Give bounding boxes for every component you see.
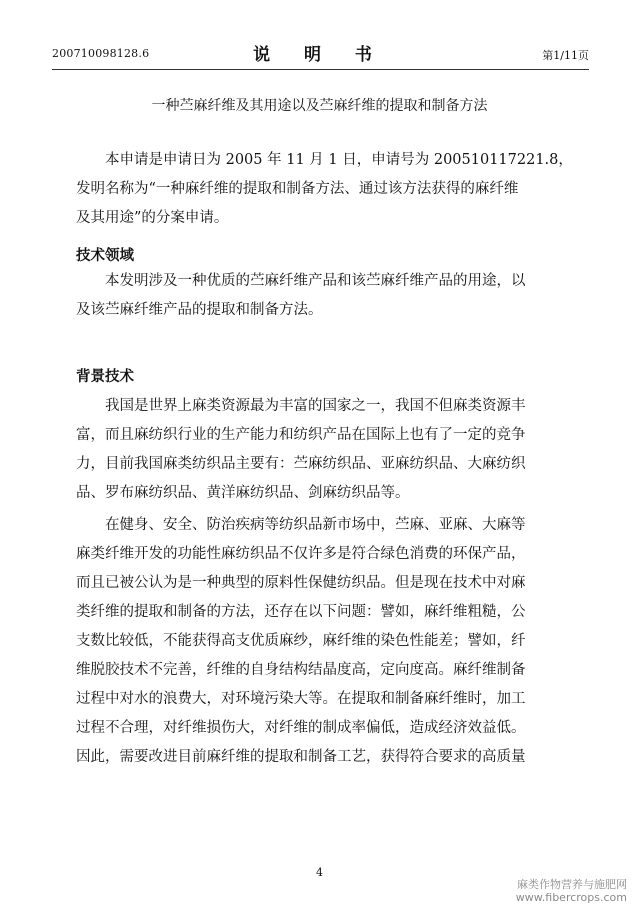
text-line: 品、罗布麻纺织品、黄洋麻纺织品、剑麻纺织品等。 bbox=[76, 485, 410, 501]
header-divider bbox=[52, 69, 589, 70]
text-line: 及该苎麻纤维产品的提取和制备方法。 bbox=[76, 302, 323, 318]
text-line: 过程中对水的浪费大，对环境污染大等。在提取和制备麻纤维时，加工 bbox=[76, 691, 526, 707]
document-type-title: 说 明 书 bbox=[253, 45, 386, 65]
text-line: 富，而且麻纺织行业的生产能力和纺织产品在国际上也有了一定的竞争 bbox=[76, 427, 526, 443]
text-line: 本发明涉及一种优质的苎麻纤维产品和该苎麻纤维产品的用途，以 bbox=[105, 273, 526, 289]
text-line: 本申请是申请日为 2005 年 11 月 1 日，申请号为 200510117221.8， bbox=[105, 152, 573, 168]
text-line: 类纤维的提取和制备的方法，还存在以下问题：譬如，麻纤维粗糙，公 bbox=[76, 604, 526, 620]
technical-field-paragraph bbox=[76, 267, 574, 325]
page-number: 4 bbox=[316, 866, 323, 879]
background-paragraph-2 bbox=[76, 511, 574, 772]
text-line: 发明名称为“一种麻纤维的提取和制备方法、通过该方法获得的麻纤维 bbox=[76, 181, 519, 197]
text-line: 因此，需要改进目前麻纤维的提取和制备工艺，获得符合要求的高质量 bbox=[76, 749, 526, 765]
watermark-url: www.fibercrops.com bbox=[515, 891, 627, 904]
text-line: 而且已被公认为是一种典型的原料性保健纺织品。但是现在技术中对麻 bbox=[76, 575, 526, 591]
section-heading-background: 背景技术 bbox=[76, 369, 134, 385]
page-label: 第1/11页 bbox=[542, 49, 589, 62]
text-line: 力，目前我国麻类纺织品主要有：苎麻纺织品、亚麻纺织品、大麻纺织 bbox=[76, 456, 526, 472]
text-line: 维脱胶技术不完善，纤维的自身结构结晶度高，定向度高。麻纤维制备 bbox=[76, 662, 526, 678]
intro-paragraph bbox=[76, 146, 574, 233]
text-line: 我国是世界上麻类资源最为丰富的国家之一，我国不但麻类资源丰 bbox=[105, 398, 526, 414]
text-line: 麻类纤维开发的功能性麻纺织品不仅许多是符合绿色消费的环保产品， bbox=[76, 546, 526, 562]
invention-title: 一种苎麻纤维及其用途以及苎麻纤维的提取和制备方法 bbox=[151, 98, 488, 114]
text-line: 及其用途”的分案申请。 bbox=[76, 210, 229, 226]
background-paragraph-1 bbox=[76, 392, 574, 508]
site-watermark bbox=[516, 878, 627, 904]
text-line: 在健身、安全、防治疾病等纺织品新市场中，苎麻、亚麻、大麻等 bbox=[105, 517, 526, 533]
watermark-site-name: 麻类作物营养与施肥网 bbox=[517, 878, 627, 891]
text-line: 过程不合理，对纤维损伤大，对纤维的制成率偏低，造成经济效益低。 bbox=[76, 720, 526, 736]
text-line: 支数比较低，不能获得高支优质麻纱，麻纤维的染色性能差；譬如，纤 bbox=[76, 633, 526, 649]
section-heading-technical-field: 技术领域 bbox=[76, 248, 134, 264]
document-number: 200710098128.6 bbox=[52, 47, 150, 60]
